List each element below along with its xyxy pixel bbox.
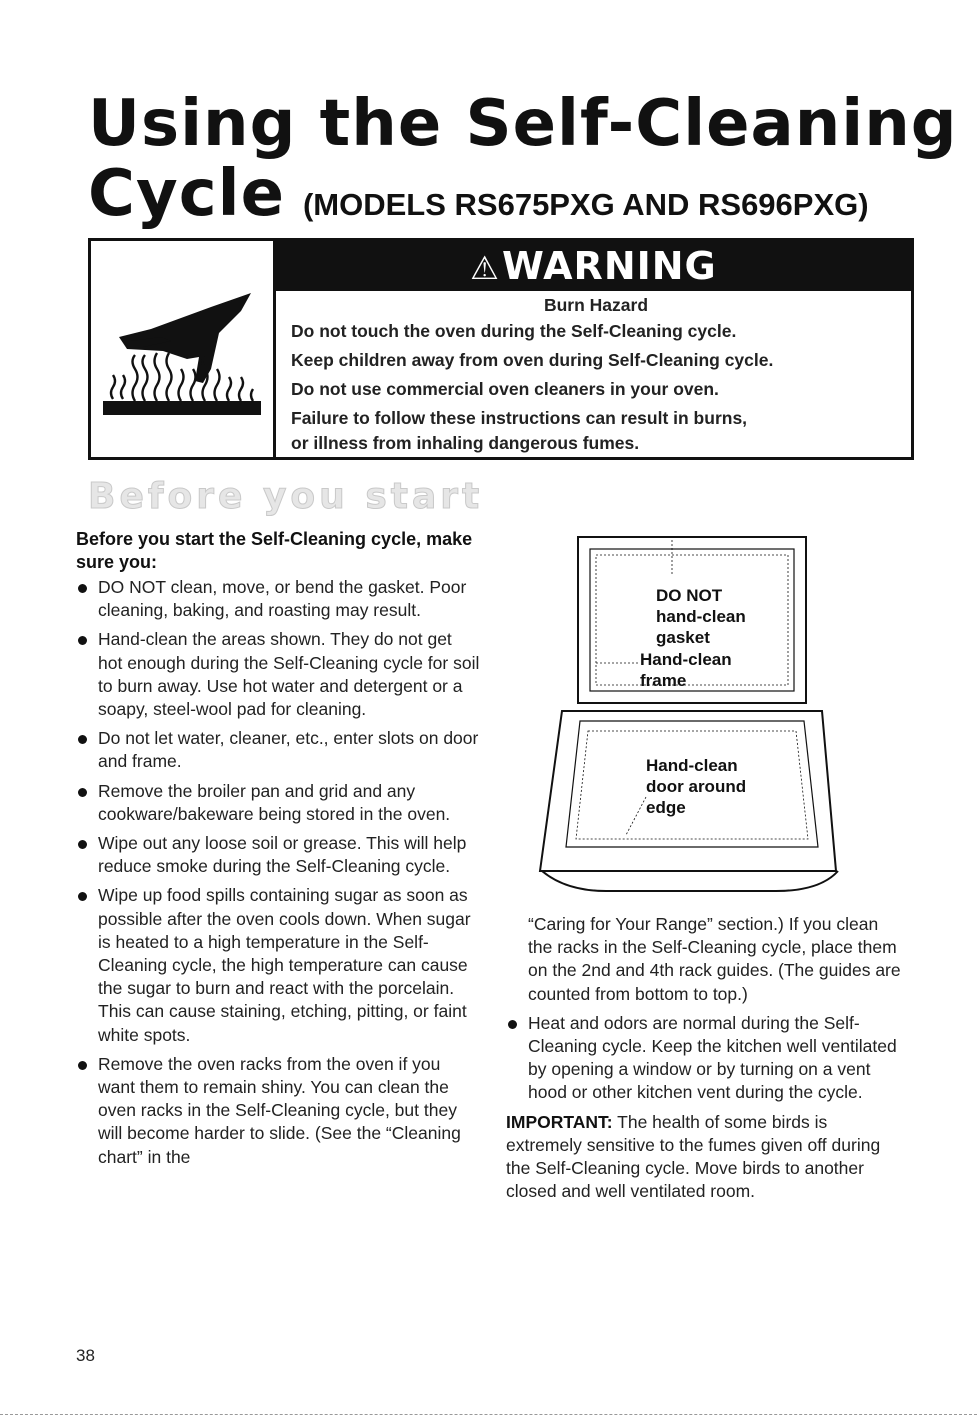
label-hand-clean-door: Hand-clean door around edge (646, 756, 747, 817)
list-item: Wipe up food spills containing sugar as soon as possible after the oven cools down. When sugar is heated to a high temperature in the Self-Cleaning cycle, the high temperature can cause the sugar to burn and react with the porcelain. This can cause staining, etching, pitting, or faint white spots. (76, 884, 480, 1046)
page-title-line2 (88, 158, 869, 241)
right-column (506, 913, 906, 1203)
warning-triangle-icon: ⚠ (470, 249, 500, 287)
continued-paragraph: “Caring for Your Range” section.) If you clean the racks in the Self-Cleaning cycle, place them on the 2nd and 4th rack guides. (The guides are counted from bottom to top.) (528, 914, 901, 1004)
list-item: Heat and odors are normal during the Self-Cleaning cycle. Keep the kitchen well ventilated by opening a window or by turning on a vent hood or other kitchen vent during the cycle. (506, 1012, 906, 1105)
important-note (506, 1111, 906, 1204)
section-heading: Before you start (88, 476, 484, 517)
warning-line: Keep children away from oven during Self-Cleaning cycle. (291, 350, 774, 370)
warning-box (88, 238, 914, 460)
list-item: Remove the broiler pan and grid and any cookware/bakeware being stored in the oven. (76, 780, 480, 826)
left-column (76, 576, 480, 1175)
important-text: The health of some birds is extremely sensitive to the fumes given off during the Self-Cleaning cycle. Move birds to another closed and well ventilated room. (506, 1111, 881, 1202)
label-do-not-gasket: DO NOT hand-clean gasket (656, 586, 746, 647)
warning-line: Do not touch the oven during the Self-Cleaning cycle. (291, 321, 737, 341)
oven-diagram (536, 535, 848, 895)
warning-line: Do not use commercial oven cleaners in your oven. (291, 379, 719, 399)
bottom-rule (0, 1414, 977, 1415)
list-item: Hand-clean the areas shown. They do not get hot enough during the Self-Cleaning cycle for soil to burn away. Use hot water and detergent or a soapy, steel-wool pad for cleaning. (76, 628, 480, 721)
important-label: IMPORTANT: (506, 1111, 613, 1132)
intro-text: Before you start the Self-Cleaning cycle, make sure you: (76, 529, 473, 572)
page-title: Using the Self-Cleaning (88, 87, 958, 161)
warning-header-label: WARNING (501, 244, 717, 288)
list-item: DO NOT clean, move, or bend the gasket. Poor cleaning, baking, and roasting may result. (76, 576, 480, 622)
list-item: Wipe out any loose soil or grease. This will help reduce smoke during the Self-Cleaning cycle. (76, 832, 480, 878)
list-item: Remove the oven racks from the oven if you want them to remain shiny. You can clean the oven racks in the Self-Cleaning cycle, but they will become harder to slide. (See the “Cleaning chart” in the (76, 1053, 480, 1169)
page-number: 38 (76, 1346, 95, 1365)
burn-hazard-icon-cell (91, 241, 276, 457)
warning-line: or illness from inhaling dangerous fumes. (291, 433, 640, 453)
models-subtitle: (MODELS RS675PXG AND RS696PXG) (302, 187, 869, 222)
warning-header (276, 241, 911, 291)
page-title-cycle: Cycle (88, 157, 285, 231)
label-hand-clean-frame: Hand-clean frame (640, 650, 732, 690)
warning-line-burn-hazard: Burn Hazard (543, 295, 649, 315)
hot-surface-hand-icon (91, 241, 273, 457)
list-item: Do not let water, cleaner, etc., enter slots on door and frame. (76, 727, 480, 773)
warning-text (291, 293, 901, 456)
warning-line: Failure to follow these instructions can result in burns, (291, 408, 748, 428)
